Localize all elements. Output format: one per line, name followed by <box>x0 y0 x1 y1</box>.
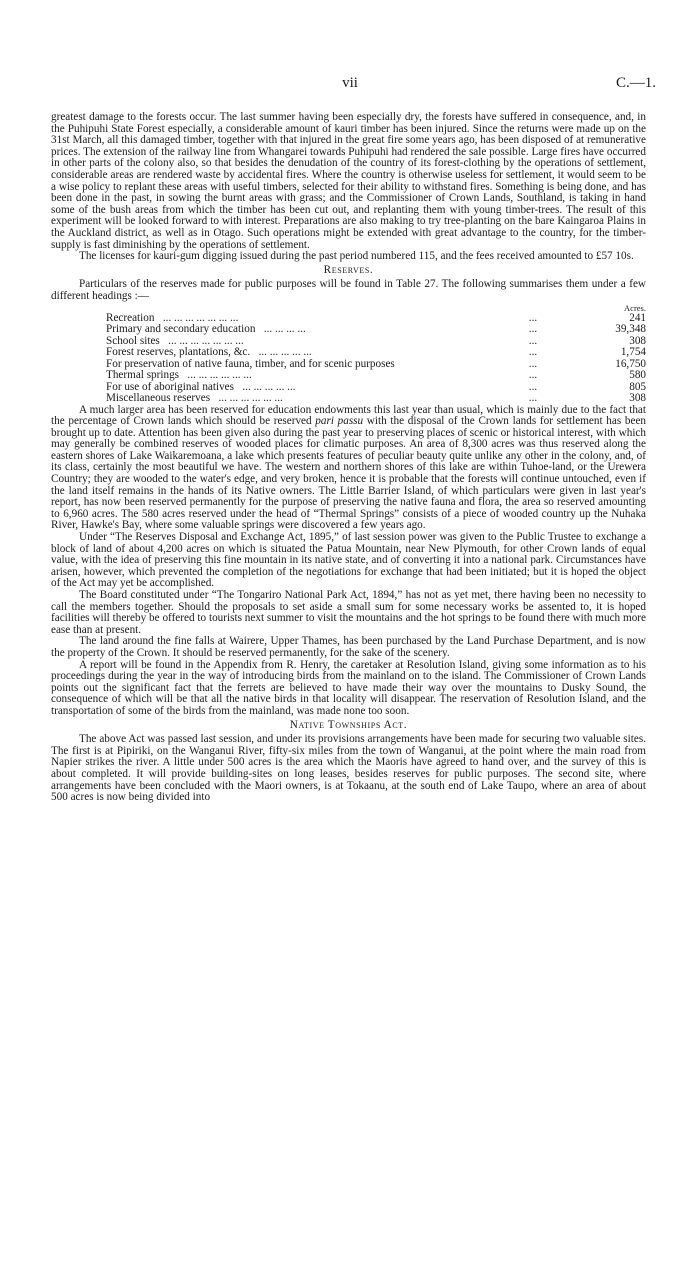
paragraph-tongariro-park: The Board constituted under “The Tongariro National Park Act, 1894,” has not as yet met, there having been no necessity to call the members together. Should the proposals to set aside a small sum for some necessary works be assented to, it is hoped facilities will thereby be offered to tourists next summer to visit the mountains and the hot springs to be found there with much more ease than at present. <box>51 589 646 636</box>
reserves-table <box>106 303 646 405</box>
row-leader: ... ... ... ... ... ... ... <box>168 334 244 347</box>
section-heading-reserves: Reserves. <box>323 263 374 276</box>
row-label: Forest reserves, plantations, &c. <box>106 346 251 358</box>
page-number: vii <box>342 75 358 91</box>
row-value: 241 <box>629 311 646 324</box>
paragraph-forests: greatest damage to the forests occur. The last summer having been especially dry, the forests have suffered in consequence, and, in the Puhipuhi State Forest especially, a considerable amount of kauri timber has been injured. Since the returns were made up on the 31st March, all this damaged timber, together with that injured in the great fire some years ago, has been disposed of at remunerative prices. The extension of the railway line from Whangarei towards Puhipuhi had rendered the sale possible. Large fires have occurred in other parts of the colony also, so that besides the denudation of the country of its forest-clothing by the operations of settlement, considerable areas are rendered waste by accidental fires. Where the country is otherwise useless for settlement, it would seem to be a wise policy to replant these areas with useful timbers, selected for their ability to withstand fires. Something is being done, and has been done in the past, in sowing the burnt areas with grass; and the Commissioner of Crown Lands, Southland, is taking in hand some of the bush areas from which the timber has been cut out, and replanting them with young timber-trees. The result of this experiment will be looked forward to with interest. Preparations are also making to try tree-planting on the bare Kaingaroa Plains in the Auckland district, as well as in Otago. Such operations might be extended with great advantage to the country, for the timber-supply is fast diminishing by the operations of settlement. <box>51 111 646 251</box>
section-heading-native-townships: Native Townships Act. <box>289 718 408 731</box>
paragraph-wairere-falls: The land around the fine falls at Wairere, Upper Thames, has been purchased by the Land Purchase Department, and is now the property of the Crown. It should be reserved permanently, for the sake of the scenery. <box>51 635 646 659</box>
row-value: 580 <box>629 369 646 381</box>
paragraph-native-townships: The above Act was passed last session, and under its provisions arrangements have been made for securing two valuable sites. The first is at Pipiriki, on the Wanganui River, fifty-six miles from the town of Wanganui, at the point where the main road from Napier strikes the river. A little under 500 acres is the area which the Maoris have agreed to hand over, and the survey of this is about completed. It will provide building-sites on long leases, besides reserves for public purposes. The second site, where arrangements have been concluded with the Maori owners, is at Tokaanu, at the south end of Lake Taupo, where an area of about 500 acres is now being divided into <box>51 733 646 804</box>
row-tail: ... <box>528 380 538 393</box>
row-label: For use of aboriginal natives <box>106 380 235 393</box>
row-leader: ... ... ... ... ... ... ... <box>162 311 239 324</box>
row-tail: ... <box>528 357 538 370</box>
italic-phrase: pari passu <box>315 415 364 428</box>
row-label: School sites <box>106 334 160 347</box>
row-leader: ... ... ... ... ... ... <box>218 392 283 404</box>
row-label: Primary and secondary education <box>106 323 256 335</box>
row-label: Miscellaneous reserves <box>106 392 211 404</box>
row-tail: ... <box>528 323 538 335</box>
row-value: 1,754 <box>620 346 646 358</box>
row-tail: ... <box>528 311 538 324</box>
row-leader: ... ... ... ... ... <box>242 380 296 393</box>
row-leader: ... ... ... ... <box>263 323 306 335</box>
row-label: Recreation <box>106 311 155 324</box>
acres-unit-label: Acres. <box>624 302 646 313</box>
text-run: with the disposal of the Crown lands for settlement has been brought up to date. Attention has been given also during the past year to preserving places of scenic or historical interest, with which may generally be combined reserves of wooded places for climatic purposes. An area of 8,300 acres was thus reserved along the eastern shores of Lake Waikaremoana, a lake which presents features of peculiar beauty quite unlike any other in the colony, and, of its class, certainly the most beautiful we have. The western and northern shores of this lake are within Tuhoe-land, or the Urewera Country; they are wooded to the water's edge, and very broken, hence it is probable that the forests will continue untouched, even if the land itself remains in the hands of its Native owners. The Little Barrier Island, of which particulars were given in last year's report, has now been reserved permanently for the purpose of preserving the native fauna and flora, the area so reserved amounting to 6,960 acres. The 580 acres reserved under the head of “Thermal Springs” consists of a piece of wooded country up the Nuhaka River, Hawke's Bay, where some valuable springs were discovered a few years ago. <box>51 415 647 532</box>
paragraph-resolution-island: A report will be found in the Appendix from R. Henry, the caretaker at Resolution Island, giving some information as to his proceedings during the year in the way of introducing birds from the mainland on to the island. The Commissioner of Crown Lands points out the significant fact that the ferrets are believed to have made their way over the mountains to Dusky Sound, the consequence of which will be that all the native birds in that locality will disappear. The reservation of Resolution Island, and the transportation of some of the birds from the mainland, was made none too soon. <box>51 658 646 717</box>
text-run: A much larger area has been reserved for education endowments this last year than usual, which is mainly due to the fact that the percentage of Crown lands which should be reserved <box>51 403 646 428</box>
row-tail: ... <box>528 369 538 381</box>
row-tail: ... <box>528 346 538 358</box>
row-value: 39,348 <box>615 323 646 335</box>
row-tail: ... <box>528 334 538 347</box>
document-code: C.—1. <box>615 75 656 91</box>
row-leader: ... ... ... ... ... <box>258 346 312 358</box>
row-value: 308 <box>629 334 646 347</box>
paragraph-education-endowments <box>51 405 646 533</box>
paragraph-kauri-gum: The licenses for kauri-gum digging issued during the past period numbered 115, and the fees received amounted to £57 10s. <box>79 250 634 263</box>
row-value: 16,750 <box>615 357 646 370</box>
row-label: Thermal springs <box>106 369 180 381</box>
row-label: For preservation of native fauna, timber, and for scenic purposes <box>106 357 395 370</box>
row-tail: ... <box>528 392 538 404</box>
row-leader: ... ... ... ... ... ... <box>187 369 252 381</box>
paragraph-reserves-disposal-act: Under “The Reserves Disposal and Exchange Act, 1895,” of last session power was given to the Public Trustee to exchange a block of land of about 4,200 acres on which is situated the Patua Mountain, near New Plymouth, for other Crown lands of equal value, with the idea of preserving this fine mountain in its native state, and of converting it into a national park. Circumstances have arisen, however, which prevented the completion of the negotiations for exchange that had been initiated; but it is hoped the object of the Act may yet be accomplished. <box>51 531 646 590</box>
row-value: 805 <box>629 380 646 393</box>
document-body <box>51 112 646 804</box>
paragraph-reserves-intro: Particulars of the reserves made for public purposes will be found in Table 27. The following summarises them under a few different headings :— <box>51 278 646 302</box>
row-value: 308 <box>629 392 646 404</box>
